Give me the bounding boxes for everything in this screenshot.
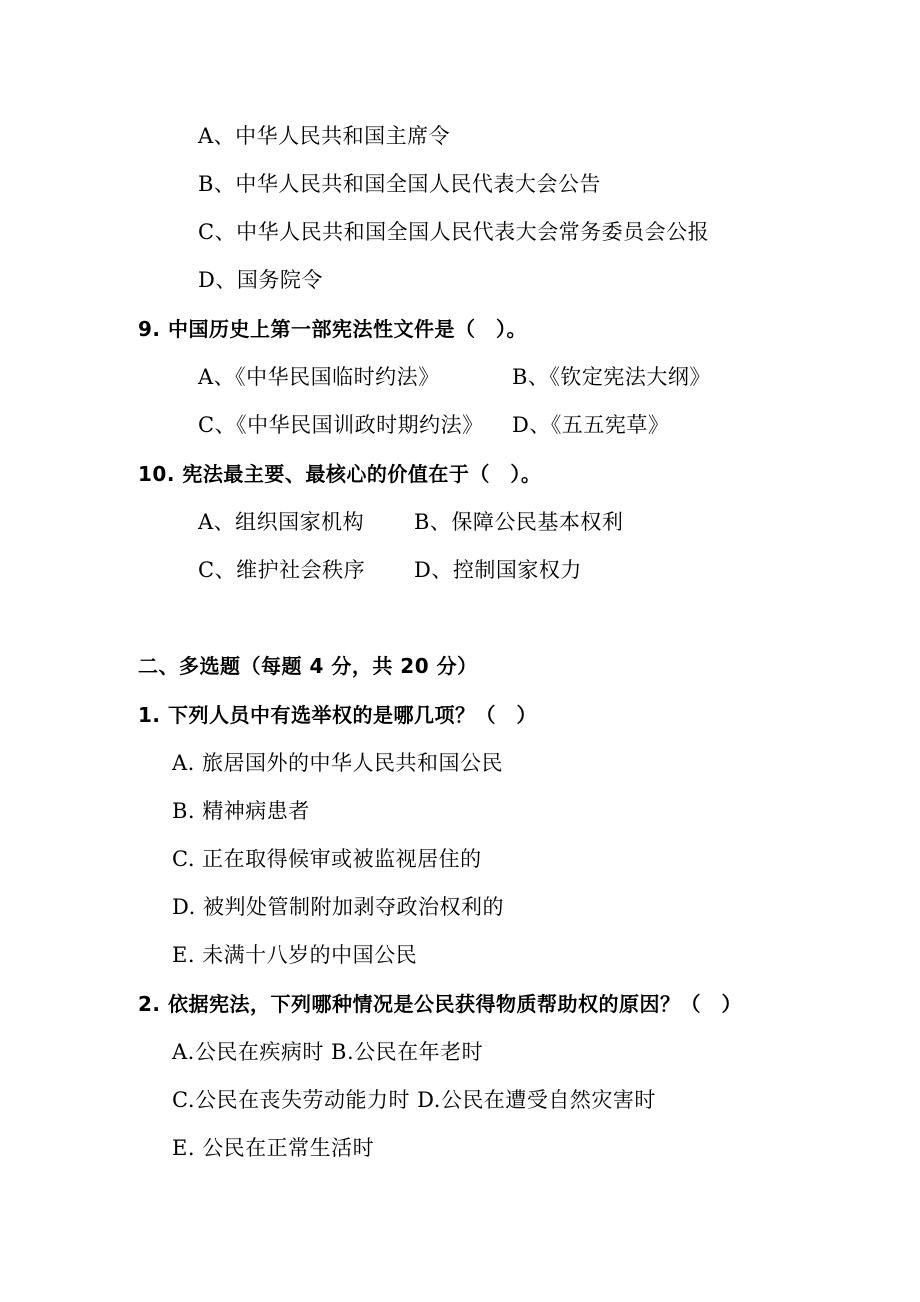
mq2-option-ab: A.公民在疾病时 B.公民在年老时 [172, 1040, 484, 1064]
mq2-option-e: E. 公民在正常生活时 [172, 1136, 375, 1160]
q8-option-b: B、中华人民共和国全国人民代表大会公告 [198, 172, 601, 196]
mq1-option-e: E. 未满十八岁的中国公民 [172, 943, 418, 967]
q9-option-c: C、《中华民国训政时期约法》 [198, 413, 484, 437]
q8-option-a: A、中华人民共和国主席令 [198, 124, 451, 148]
mq1-option-a: A. 旅居国外的中华人民共和国公民 [172, 751, 504, 775]
q10-option-c: C、维护社会秩序 [198, 558, 366, 582]
q10-option-b: B、保障公民基本权利 [414, 510, 624, 534]
q9-option-d: D、《五五宪草》 [512, 413, 670, 437]
q10-option-d: D、控制国家权力 [414, 558, 582, 582]
q9-option-a: A、《中华民国临时约法》 [198, 365, 440, 389]
section-heading: 二、多选题（每题 4 分，共 20 分） [138, 654, 478, 678]
mq1-option-b: B. 精神病患者 [172, 799, 310, 823]
mq1-option-c: C. 正在取得候审或被监视居住的 [172, 847, 482, 871]
q8-option-d: D、国务院令 [198, 268, 323, 292]
q8-option-c: C、中华人民共和国全国人民代表大会常务委员会公报 [198, 220, 710, 244]
mq2-option-cd: C.公民在丧失劳动能力时 D.公民在遭受自然灾害时 [172, 1088, 656, 1112]
mq2-stem: 2. 依据宪法，下列哪种情况是公民获得物质帮助权的原因？（ ） [138, 992, 742, 1016]
mq1-option-d: D. 被判处管制附加剥夺政治权利的 [172, 895, 504, 919]
mq1-stem: 1. 下列人员中有选举权的是哪几项？（ ） [138, 703, 537, 727]
q10-option-a: A、组织国家机构 [198, 510, 365, 534]
q10-stem: 10. 宪法最主要、最核心的价值在于（ ）。 [138, 462, 542, 486]
q9-option-b: B、《钦定宪法大纲》 [512, 365, 711, 389]
q9-stem: 9. 中国历史上第一部宪法性文件是（ ）。 [138, 317, 527, 341]
